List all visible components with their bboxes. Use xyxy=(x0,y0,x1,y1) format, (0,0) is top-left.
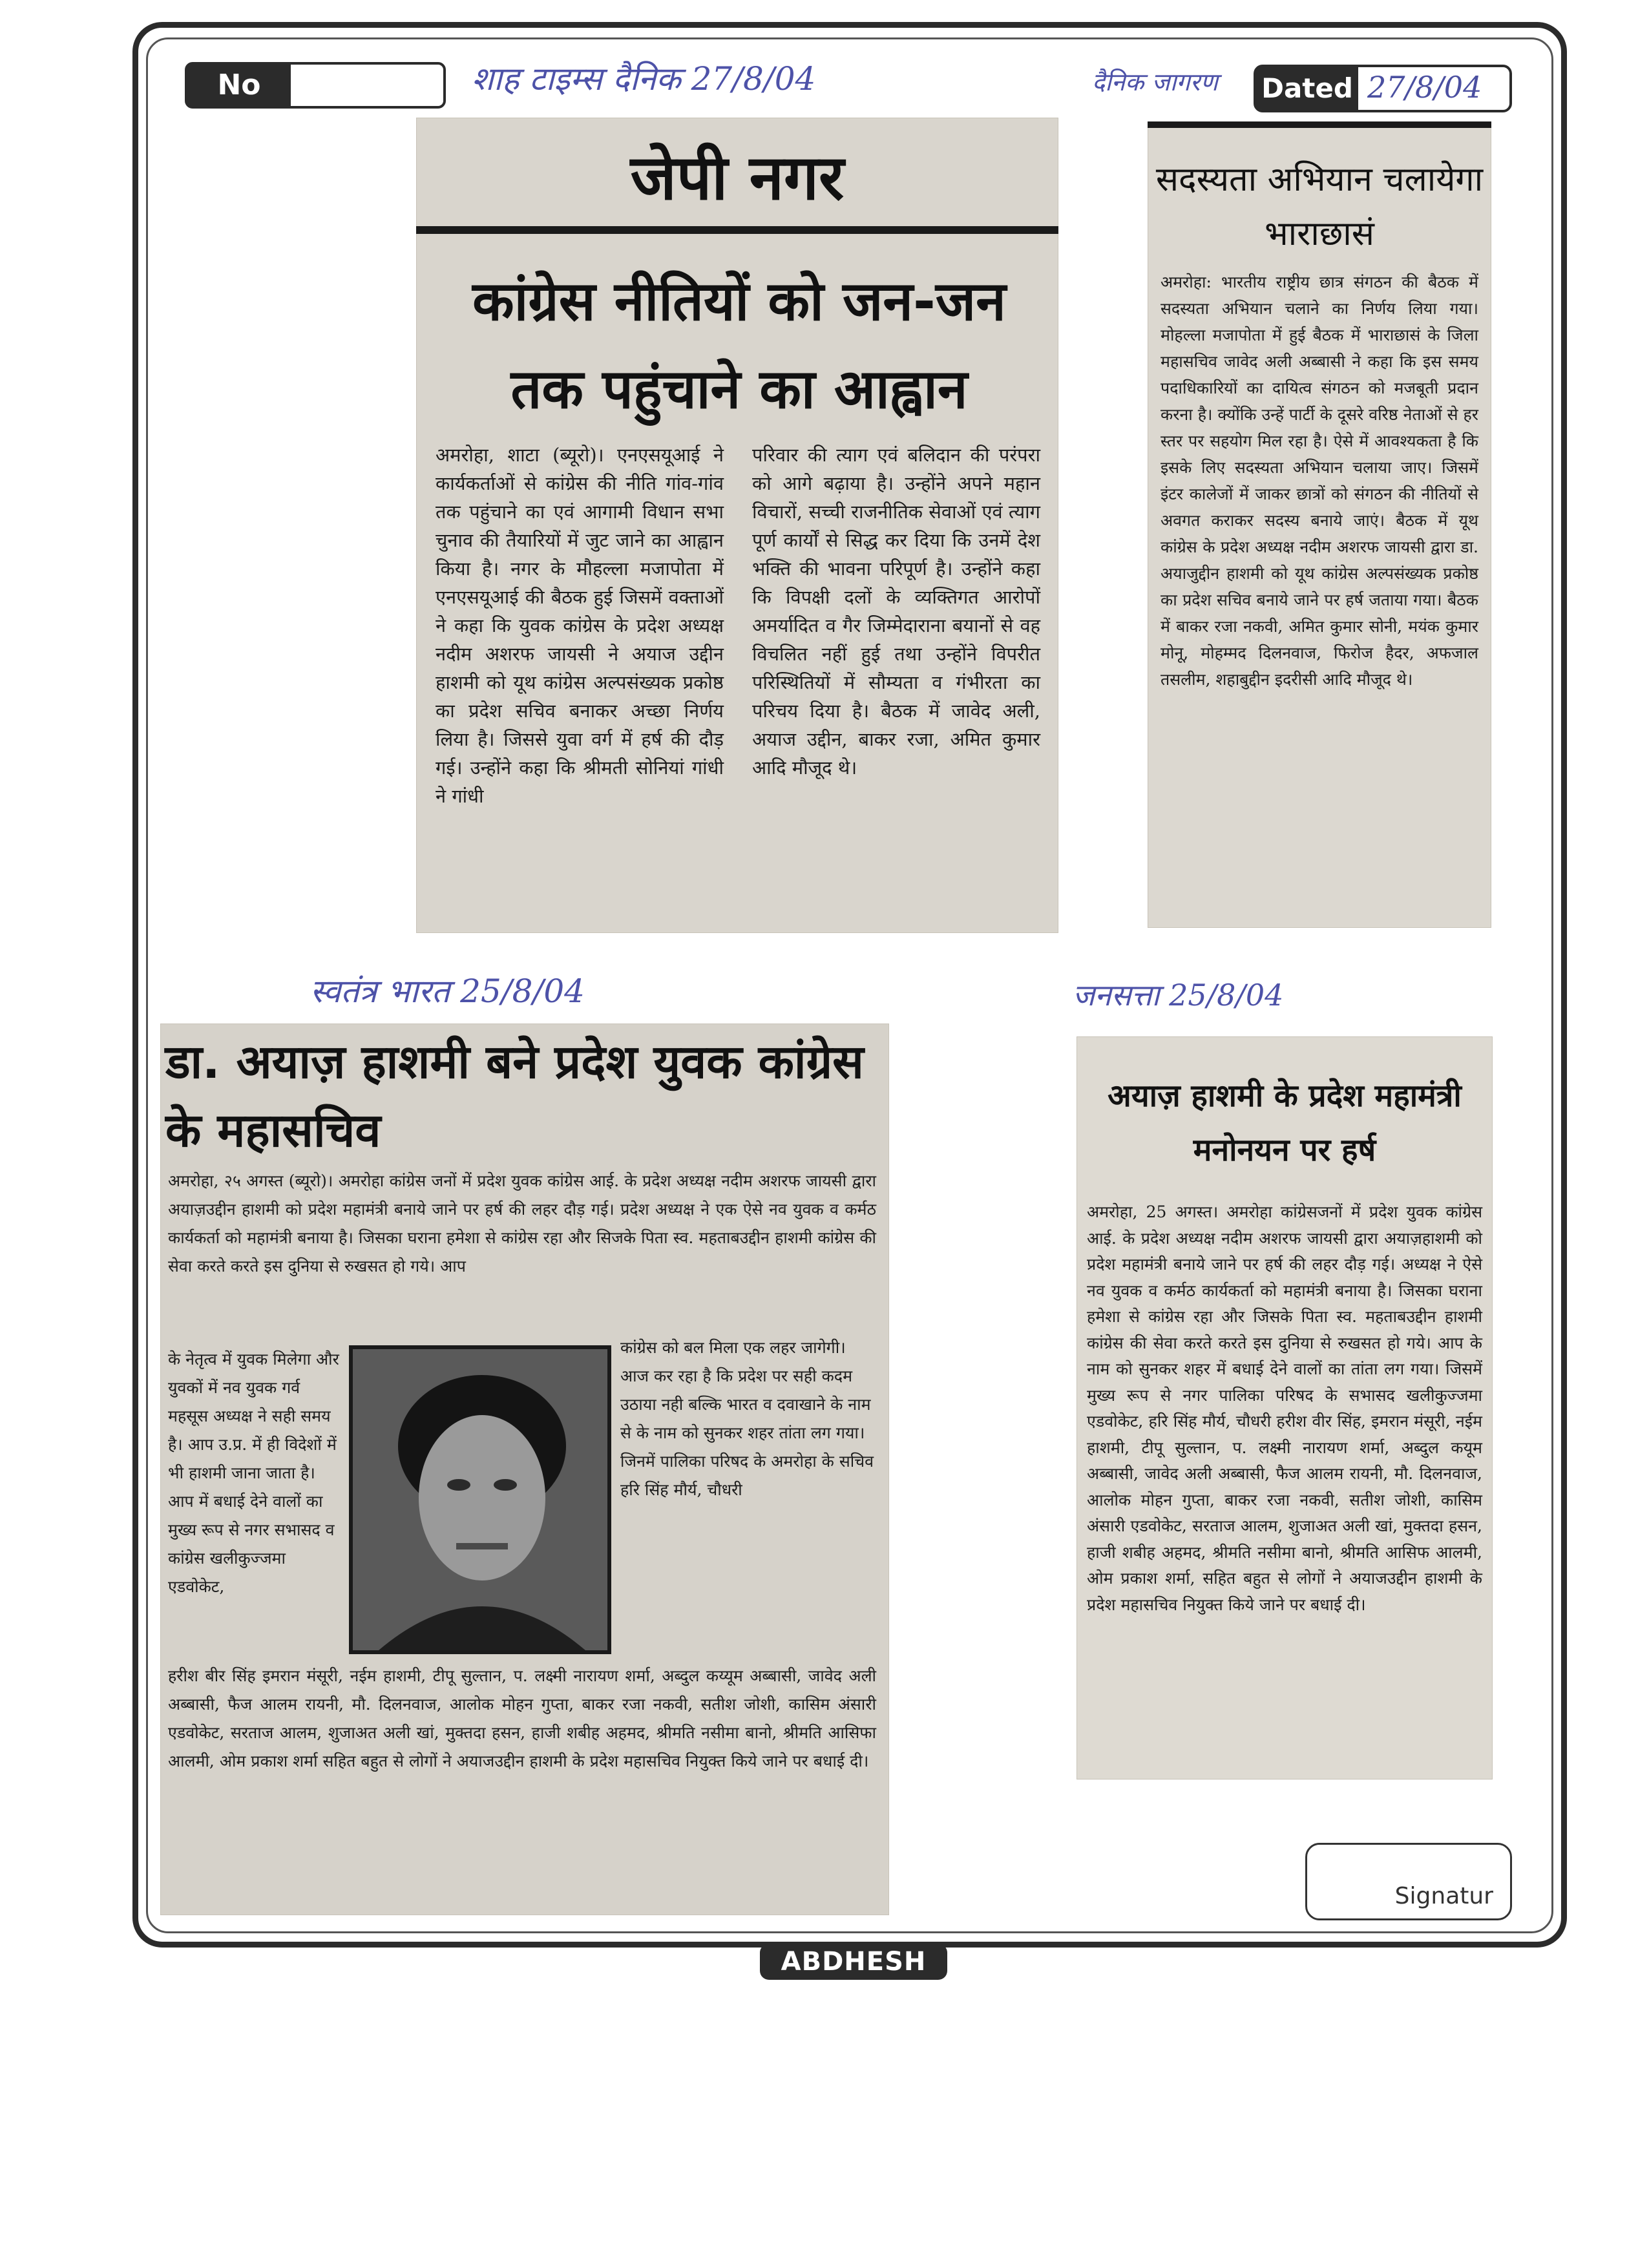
clip3-left-column: के नेतृत्व में युवक मिलेगा और युवकों में नव युवक गर्व महसूस अध्यक्ष ने सही समय है। आप उ.प्र. में ही विदेशों में भी हाशमी जाना जाता है। आप में बधाई देने वालों का मुख्य रूप से नगर सभासद व कांग्रेस खलीकुज्जमा एडवोकेट, xyxy=(168,1350,339,1596)
number-label: No xyxy=(187,65,291,106)
clipping-congress-policies xyxy=(416,118,1058,933)
clip3-lead: अमरोहा, २५ अगस्त (ब्यूरो)। अमरोहा कांग्रेस जनों में प्रदेश युवक कांग्रेस आई. के प्रदेश अध्यक्ष नदीम अशरफ जायसी द्वारा अयाज़उद्दीन हाशमी को प्रदेश महामंत्री बनाये जाने पर हर्ष की लहर दौड़ गई। प्रदेश अध्यक्ष ने एक ऐसे नव युवक व कर्मठ कार्यकर्ता को महामंत्री बनाया है। जिसका घराना हमेशा से कांग्रेस रहा और सिजके पिता स्व. महताबउद्दीन हाशमी कांग्रेस की सेवा करते करते इस दुनिया से रुखसत हो गये। आप xyxy=(168,1171,876,1276)
clipping-membership-drive xyxy=(1148,121,1491,928)
clip2-top-rule xyxy=(1148,121,1491,128)
clip2-body: अमरोहा: भारतीय राष्ट्रीय छात्र संगठन की बैठक में सदस्यता अभियान चलाने का निर्णय लिया गया। मोहल्ला मजापोता में हुई बैठक में भाराछासं के जिला महासचिव जावेद अली अब्बासी ने कहा कि इस समय पदाधिकारियों का दायित्व संगठन को मजबूती प्रदान करना है। क्योंकि उन्हें पार्टी के दूसरे वरिष्ठ नेताओं से हर स्तर पर सहयोग मिल रहा है। ऐसे में आवश्यकता है कि इसके लिए सदस्यता अभियान चलाया जाए। जिसमें इंटर कालेजों में जाकर छात्रों को संगठन की नीतियों से अवगत कराकर सदस्य बनाये जाएं। बैठक में यूथ कांग्रेस के प्रदेश अध्यक्ष नदीम अशरफ जायसी द्वारा डा. अयाजुद्दीन हाशमी को यूथ कांग्रेस अल्पसंख्यक प्रकोष्ठ का प्रदेश सचिव बनाये जाने पर हर्ष जताया गया। बैठक में बाकर रजा नकवी, अमित कुमार सोनी, मयंक कुमार मोनू, मोहम्मद दिलनवाज, फिरोज हैदर, अफजाल तसलीम, शहाबुद्दीन इदरीसी आदि मौजूद थे। xyxy=(1161,273,1478,689)
clip1-column-1: अमरोहा, शाटा (ब्यूरो)। एनएसयूआई ने कार्यकर्ताओं से कांग्रेस की नीति गांव-गांव तक पहुंचाने का एवं आगामी विधान सभा चुनाव की तैयारियों में जुट जाने का आह्वान किया है। नगर के मौहल्ला मजापोता में एनएसयूआई की बैठक हुई जिसमें वक्ताओं ने कहा कि युवक कांग्रेस के प्रदेश अध्यक्ष नदीम अशरफ जायसी ने अयाज उद्दीन हाशमी को यूथ कांग्रेस अल्पसंख्यक प्रकोष्ठ का प्रदेश सचिव बनाकर अच्छा निर्णय लिया है। जिससे युवा वर्ग में हर्ष की दौड़ गई। उन्होंने कहा कि श्रीमती सोनियां गांधी ने गांधी xyxy=(436,444,724,807)
clip4-body: अमरोहा, 25 अगस्त। अमरोहा कांग्रेसजनों में प्रदेश युवक कांग्रेस आई. के प्रदेश अध्यक्ष नदीम अशरफ जायसी द्वारा अयाज़हाशमी को प्रदेश महामंत्री बनाये जाने पर हर्ष की लहर दौड़ गई। अध्यक्ष ने ऐसे नव युवक व कर्मठ कार्यकर्ता को महामंत्री बनाया है। जिसका घराना हमेशा से कांग्रेस रहा और जिसके पिता स्व. महताबउद्दीन हाशमी कांग्रेस की सेवा करते करते इस दुनिया से रुखसत हो गये। आप के नाम को सुनकर शहर में बधाई देने वालों का तांता लग गया। जिसमें मुख्य रूप से नगर पालिका परिषद के सभासद खलीकुज्जमा एडवोकेट, हरि सिंह मौर्य, चौधरी हरीश वीर सिंह, इमरान मंसूरी, नईम हाशमी, टीपू सुल्तान, प. लक्ष्मी नारायण शर्मा, अब्दुल कयूम अब्बासी, जावेद अली अब्बासी, फैज आलम रायनी, मौ. दिलनवाज, आलोक मोहन गुप्ता, बाकर रजा नकवी, सतीश जोशी, कासिम अंसारी एडवोकेट, सरताज आलम, शुजाअत अली खां, मुक्तदा हसन, हाजी शबीह अहमद, श्रीमति नसीमा बानो, श्रीमति आसिफ आलमी, ओम प्रकाश शर्मा, सहित बहुत से लोगों ने अयाजउद्दीन हाशमी के प्रदेश महासचिव नियुक्त किये जाने पर बधाई दी। xyxy=(1087,1202,1482,1614)
dated-value: 27/8/04 xyxy=(1367,70,1482,105)
dated-label: Dated xyxy=(1256,67,1358,110)
brand-logo: ABDHESH xyxy=(760,1944,947,1980)
clip3-right-column: कांग्रेस को बल मिला एक लहर जागेगी। आज कर रहा है कि प्रदेश पर सही कदम उठाया नही बल्कि भारत व दवाखाने के नाम से के नाम को सुनकर शहर तांता लग गया। जिनमें पालिका परिषद के अमरोहा के सचिव हरि सिंह मौर्य, चौधरी xyxy=(620,1338,874,1499)
handwritten-source-4: जनसत्ता 25/8/04 xyxy=(1073,978,1284,1013)
clip1-rule xyxy=(416,226,1058,234)
signature-field[interactable] xyxy=(1305,1843,1512,1920)
signature-label: Signatur xyxy=(1394,1883,1493,1909)
handwritten-source-2: दैनिक जागरण xyxy=(1092,68,1218,96)
clip1-headline: कांग्रेस नीतियों को जन-जन तक पहुंचाने का आह्वान xyxy=(472,269,1006,421)
clip1-column-2: परिवार की त्याग एवं बलिदान की परंपरा को आगे बढ़ाया है। उन्होंने अपने महान विचारों, सच्ची राजनीतिक सेवाओं एवं त्याग पूर्ण कार्यों से सिद्ध कर दिया कि उनमें देश भक्ति की भावना परिपूर्ण है। उन्होंने कहा कि विपक्षी दलों के व्यक्तिगत आरोपों अमर्यादित व गैर जिम्मेदाराना बयानों से वह विचलित नहीं हुई तथा उन्होंने विपरीत परिस्थितियों में सौम्यता व गंभीरता का परिचय दिया है। बैठक में जावेद अली, अयाज उद्दीन, बाकर रजा, अमित कुमार आदि मौजूद थे। xyxy=(752,444,1040,779)
handwritten-source-1: शाह टाइम्स दैनिक 27/8/04 xyxy=(472,60,816,98)
clipping-hashmi-nomination xyxy=(1077,1036,1493,1780)
clip1-place: जेपी नगर xyxy=(630,142,845,214)
clip2-headline: सदस्यता अभियान चलायेगा भाराछासं xyxy=(1155,160,1484,253)
clip3-headline: डा. अयाज़ हाशमी बने प्रदेश युवक कांग्रेस के महासचिव xyxy=(165,1034,864,1157)
handwritten-source-3: स्वतंत्र भारत 25/8/04 xyxy=(310,972,585,1010)
number-field[interactable] xyxy=(185,62,446,109)
clip3-tail: हरीश बीर सिंह इमरान मंसूरी, नईम हाशमी, टीपू सुल्तान, प. लक्ष्मी नारायण शर्मा, अब्दुल कय्यूम अब्बासी, जावेद अली अब्बासी, फैज आलम रायनी, मौ. दिलनवाज, आलोक मोहन गुप्ता, बाकर रजा नकवी, सतीश जोशी, कासिम अंसारी एडवोकेट, सरताज आलम, शुजाअत अली खां, मुक्तदा हसन, हाजी शबीह अहमद, श्रीमति नसीमा बानो, श्रीमति आसिफा आलमी, ओम प्रकाश शर्मा सहित बहुत से लोगों ने अयाजउद्दीन हाशमी के प्रदेश महासचिव नियुक्त किये जाने पर बधाई दी। xyxy=(168,1666,876,1770)
portrait-photo xyxy=(349,1345,611,1654)
portrait-image xyxy=(353,1349,607,1650)
dated-field[interactable] xyxy=(1254,65,1512,112)
clip4-headline: अयाज़ हाशमी के प्रदेश महामंत्री मनोनयन पर हर्ष xyxy=(1108,1078,1462,1168)
